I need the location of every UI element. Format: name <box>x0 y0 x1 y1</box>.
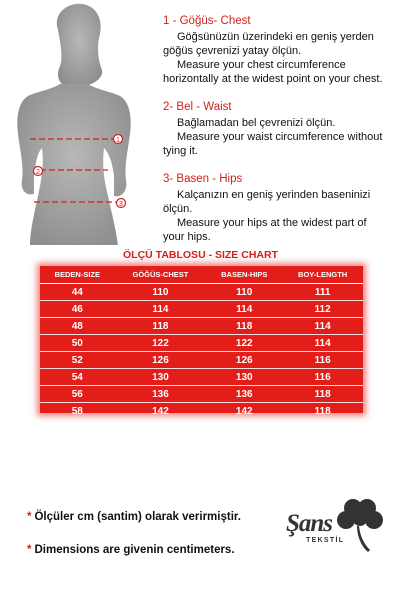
table-row <box>40 386 363 403</box>
cell-hips: 118 <box>206 318 282 335</box>
measure-chest-title: 1 - Göğüs- Chest <box>163 15 251 27</box>
cell-chest: 122 <box>115 335 207 352</box>
measure-chest-line: horizontally at the widest point on your chest. <box>163 73 383 85</box>
cell-size: 58 <box>71 405 83 417</box>
cell-hips: 142 <box>235 405 253 417</box>
cell-chest: 126 <box>115 352 207 369</box>
measure-hips-line: ölçün. <box>163 203 193 215</box>
body-silhouette-figure <box>0 0 160 245</box>
cell-chest: 114 <box>115 301 207 318</box>
logo-subtitle: TEKSTİL <box>306 537 345 544</box>
cell-hips: 136 <box>206 386 282 403</box>
cell-hips: 110 <box>206 284 282 301</box>
cell-chest: 130 <box>115 369 207 386</box>
note-star: * <box>27 511 32 523</box>
measure-chest-line: Göğsünüzün üzerindeki en geniş yerden <box>177 31 374 43</box>
note-text: Dimensions are givenin centimeters. <box>34 544 235 556</box>
cell-size: 50 <box>40 335 115 352</box>
cell-size: 56 <box>40 386 115 403</box>
cell-chest: 142 <box>152 405 169 417</box>
measure-waist-line: Bağlamadan bel çevrenizi ölçün. <box>177 117 336 129</box>
measure-chest-line: Measure your chest circumference <box>177 59 346 71</box>
cell-size: 44 <box>40 284 115 301</box>
cell-size: 48 <box>40 318 115 335</box>
table-row <box>40 369 363 386</box>
cell-size: 46 <box>40 301 115 318</box>
cell-size: 52 <box>40 352 115 369</box>
table-row <box>40 352 363 369</box>
measure-hips-line: Kalçanızın en geniş yerinden baseninizi <box>177 189 371 201</box>
logo-wordmark: Şans <box>286 510 333 537</box>
table-row <box>40 403 363 420</box>
table-row <box>40 318 363 335</box>
marker-hips-label: 3 <box>119 200 123 208</box>
cell-length: 116 <box>282 352 363 369</box>
cell-size: 54 <box>40 369 115 386</box>
measure-hips-line: Measure your hips at the widest part of <box>177 217 367 229</box>
cell-hips: 122 <box>206 335 282 352</box>
cell-chest: 110 <box>115 284 207 301</box>
table-row <box>40 301 363 318</box>
col-header-length: BOY-LENGTH <box>282 266 363 284</box>
cell-length: 112 <box>282 301 363 318</box>
cell-length: 118 <box>314 405 331 417</box>
measure-chest <box>163 14 399 86</box>
cell-length: 114 <box>282 335 363 352</box>
measure-chest-line: göğüs çevrenizi yatay ölçün. <box>163 45 302 57</box>
measurement-instructions <box>163 14 399 258</box>
silhouette-svg <box>0 0 160 245</box>
cell-hips: 114 <box>206 301 282 318</box>
cell-length: 118 <box>282 386 363 403</box>
size-chart-header-row <box>40 266 363 284</box>
size-chart-title: ÖLÇÜ TABLOSU - SIZE CHART <box>123 249 278 261</box>
clover-icon <box>336 496 384 554</box>
marker-waist-label: 2 <box>36 168 40 176</box>
measure-hips-title: 3- Basen - Hips <box>163 173 243 185</box>
measure-hips <box>163 172 399 244</box>
brand-logo <box>286 496 384 554</box>
cell-length: 114 <box>282 318 363 335</box>
cell-hips: 130 <box>206 369 282 386</box>
cell-chest: 118 <box>115 318 207 335</box>
measure-waist-line: tying it. <box>163 145 198 157</box>
size-chart-table-wrap <box>40 266 363 417</box>
measure-waist-title: 2- Bel - Waist <box>163 101 232 113</box>
col-header-hips: BASEN-HIPS <box>206 266 282 284</box>
measure-hips-line: your hips. <box>163 231 211 243</box>
note-units-tr <box>27 511 241 523</box>
size-chart-table <box>40 266 363 419</box>
measure-waist <box>163 100 399 158</box>
col-header-chest: GÖĞÜS-CHEST <box>115 266 207 284</box>
note-star: * <box>27 544 32 556</box>
silhouette-head <box>57 4 102 86</box>
cell-chest: 136 <box>115 386 207 403</box>
table-row <box>40 335 363 352</box>
note-text: Ölçüler cm (santim) olarak verirmiştir. <box>34 511 241 523</box>
marker-chest-label: 1 <box>116 136 120 144</box>
cell-length: 111 <box>282 284 363 301</box>
silhouette-torso <box>17 84 130 245</box>
col-header-size: BEDEN-SIZE <box>40 266 115 284</box>
measure-waist-line: Measure your waist circumference without <box>177 131 383 143</box>
table-row <box>40 284 363 301</box>
note-units-en <box>27 544 235 556</box>
cell-hips: 126 <box>206 352 282 369</box>
cell-length: 116 <box>282 369 363 386</box>
